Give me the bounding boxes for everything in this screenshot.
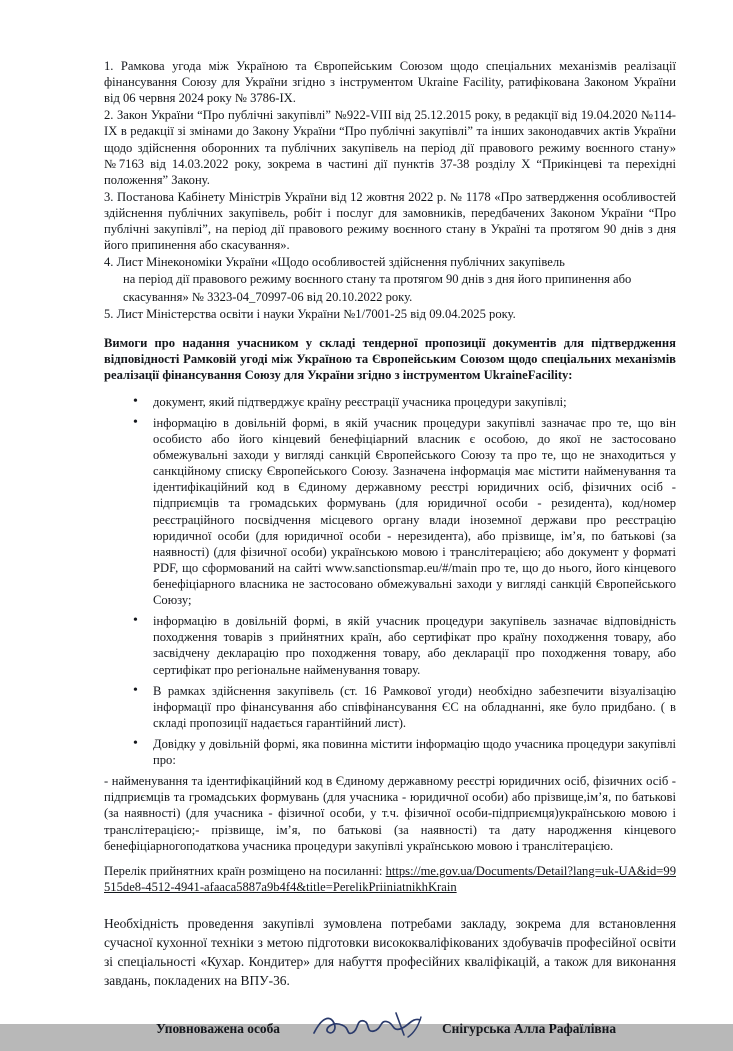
accepted-countries-link[interactable]: https://me.gov.ua/Documents/Detail?lang=uk-UA&id=99515de8-4512-4941-afaaca5887a9b4f4&title=PerelikPriiniatnikhKrain — [104, 863, 676, 895]
handwritten-signature-icon — [312, 1011, 430, 1041]
list-item: • інформацію в довільній формі, в якій учасник процедури закупівель зазначає відповідність походження товарів з прийнятних країн, або сертифікат про країну походження товару, або засвідчену декларацію про походження товару, або декларації про походження товару, або сертифікат про регіональне найменування товару. — [104, 613, 676, 677]
accepted-countries-link-paragraph — [104, 863, 676, 896]
closing-paragraph: Необхідність проведення закупівлі зумовлена потребами закладу, зокрема для встановлення сучасної кухонної техніки з метою підготовки висококваліфікованих здобувачів професійної освіти зі спеціальності «Кухар. Кондитер» для набуття професійних кваліфікацій, а також для виконання завдань, покладених на ВПУ-36. — [104, 915, 676, 988]
signatory-name: Снігурська Алла Рафаїлівна — [442, 1020, 617, 1036]
accepted-countries-link-prefix: Перелік прийнятних країн розміщено на посиланні: — [104, 863, 383, 878]
list-item-label: • Довідку у довільній формі, яка повинна містити інформацію щодо учасника процедури закупівлі про: — [153, 737, 676, 768]
list-item: • В рамках здійснення закупівель (ст. 16 Рамкової угоди) необхідно забезпечити візуалізацію інформації про фінансування або співфінансування ЄС на обладнанні, яке було придбано. ( в складі пропозиції надається гарантійний лист). — [104, 683, 676, 731]
list-item — [104, 736, 676, 768]
legal-basis-item-4-cont-2: скасування» № 3323-04_70997-06 від 20.10.2022 року. — [123, 289, 413, 304]
requirements-list — [104, 394, 676, 768]
signature-label: Уповноважена особа — [156, 1020, 280, 1036]
legal-basis-item-2: 2. Закон України “Про публічні закупівлі” №922-VIII від 25.12.2015 року, в редакції від 19.04.2020 №114-ІХ в редакції зі змінами до Закону України “Про публічні закупівлі” та інших законодавчих актів України щодо здійснення оборонних та публічних закупівель на період дії правового режиму воєнного стану» №7163 від 14.03.2022 року, зокрема в частині дії пунктів 37-38 розділу Х “Прикінцеві та перехідні положення” Закону. — [104, 108, 676, 187]
legal-basis-item-4: 4. Лист Мінекономіки України «Щодо особливостей здійснення публічних закупівель — [104, 255, 565, 270]
signature-block — [104, 1017, 676, 1051]
legal-basis-item-1: 1. Рамкова угода між Україною та Європейським Союзом щодо спеціальних механізмів реалізації фінансування Союзу для України згідно з інструментом Ukraine Facility, ратифікована Законом України від 06 червня 2024 року № 3786-IX. — [104, 59, 676, 106]
legal-basis-item-3: 3. Постанова Кабінету Міністрів України від 12 жовтня 2022 р. № 1178 «Про затвердження особливостей здійснення публічних закупівель, робіт і послуг для замовників, передбачених Законом України “Про публічні закупівлі”, на період дії правового режиму воєнного стану в Україні та протягом 90 днів з дня його припинення або скасування». — [104, 189, 676, 253]
legal-basis-item-5: 5. Лист Міністерства освіти і науки України №1/7001-25 від 09.04.2025 року. — [104, 306, 516, 321]
list-item: • інформацію в довільній формі, в якій учасник процедури закупівлі зазначає про те, що він особисто або його кінцевий бенефіціарний власник є особою, до якої не застосовано обмежувальні заходи у вигляді санкцій Європейського Союзу та про те, що не знаходиться у санкційному списку Європейського Союзу. Зазначена інформація має містити найменування та ідентифікаційний код в Єдиному державному реєстрі юридичних осіб, фізичних осіб - підприємців та громадських формувань (для юридичної особи - резидента), код/номер реєстраційного посвідчення місцевого органу влади іноземної держави про реєстрацію юридичної особи (для юридичної особи - нерезидента), або прізвище, ім’я, по батькові (за наявності) (для фізичної особи) українською мовою і транслітерацією; або документ у форматі PDF, що сформований на сайті www.sanctionsmap.eu/#/main про те, що до нього, його кінцевого бенефіціарного власника не застосовано обмежувальні заходи у вигляді санкцій Європейського Союзу; — [104, 415, 676, 608]
bullet5-details: - найменування та ідентифікаційний код в Єдиному державному реєстрі юридичних осіб, фізичних осіб - підприємців та громадських формувань (для учасника - юридичної особи) або прізвище,ім’я, по батькові (за наявності) (для учасника - фізичної особи, у т.ч. фізичної особи-підприємця)українською мовою і транслітерацією;- прізвище, ім’я, по батькові (за наявності) та дату народження кінцевого бенефіціарногоподаткова учасника процедури закупівлі українською мовою і транслітерацією. — [104, 774, 676, 853]
requirements-heading: Вимоги про надання учасником у складі тендерної пропозиції документів для підтвердження відповідності Рамковій угоді між Україною та Європейським Союзом щодо спеціальних механізмів реалізації фінансування Союзу для України згідно з інструментом UkraineFacility: — [104, 335, 676, 383]
list-item: • документ, який підтверджує країну реєстрації учасника процедури закупівлі; — [104, 394, 676, 410]
legal-basis-item-4-cont-1: на період дії правового режиму воєнного стану та протягом 90 днів з дня його припинення або — [123, 272, 632, 287]
document-body — [104, 58, 676, 1051]
